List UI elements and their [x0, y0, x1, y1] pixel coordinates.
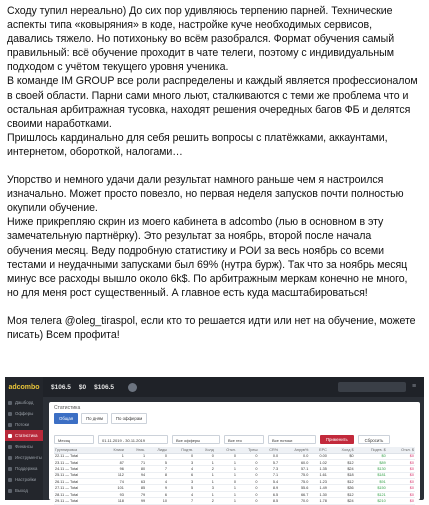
table-cell: 1 — [125, 453, 146, 459]
table-cell: 0 — [237, 459, 259, 465]
nav-icon — [8, 445, 12, 449]
column-header[interactable]: EPC — [309, 447, 328, 453]
sidebar-item[interactable] — [5, 463, 43, 474]
text-line: но для меня рост существенный. А главное есть куда масштабироваться! — [7, 286, 368, 299]
paragraph-3 — [7, 314, 423, 342]
search-input[interactable] — [338, 382, 406, 392]
table-cell: 0 — [237, 498, 259, 504]
table-cell: 0.00 — [309, 453, 328, 459]
sidebar-item[interactable] — [5, 397, 43, 408]
table-cell: 25.11 — Total — [54, 472, 102, 478]
column-header[interactable]: Клики — [102, 447, 125, 453]
table-cell: 0.0 — [259, 453, 280, 459]
table-cell: $0 — [328, 453, 355, 459]
table-cell: 0 — [237, 479, 259, 485]
text-line: Ниже прикрепляю скрин из моего кабинета в adcombo (лью в основном в эту — [7, 216, 384, 229]
nav-icon — [8, 467, 12, 471]
table-cell: 7 — [146, 466, 168, 472]
text-line: интернетом, обороткой, налогами… — [7, 145, 183, 158]
column-header[interactable]: Подтв. — [168, 447, 194, 453]
table-cell: 2 — [194, 466, 215, 472]
text-line: в своей области. Парни сами много льют, сталкиваются с теми же проблема что и — [7, 89, 409, 102]
table-cell: 5.4 — [259, 479, 280, 485]
table-cell: 1 — [215, 498, 237, 504]
table-cell: 7 — [168, 498, 194, 504]
text-line: своими наработками. — [7, 117, 112, 130]
stats-tab[interactable]: По офферам — [111, 413, 147, 424]
table-cell: 2 — [194, 498, 215, 504]
hold-value: $0 — [78, 383, 87, 391]
total-value: $106.5 — [94, 383, 115, 391]
table-cell: 6.5 — [259, 491, 280, 497]
table-cell: 1.23 — [309, 479, 328, 485]
table-cell: 75.0 — [279, 472, 309, 478]
table-cell: 79 — [125, 491, 146, 497]
table-cell: 0 — [194, 453, 215, 459]
table-cell: 26.11 — Total — [54, 479, 102, 485]
table-cell: 6 — [168, 472, 194, 478]
table-cell: 1 — [194, 479, 215, 485]
table-cell: 101 — [102, 485, 125, 491]
sidebar-item-label: Потоки — [15, 422, 29, 427]
table-cell: $0 — [387, 498, 415, 504]
table-cell: 8.9 — [259, 485, 280, 491]
sidebar-item[interactable] — [5, 430, 43, 441]
reset-button[interactable]: Сбросить — [358, 435, 391, 444]
sidebar-item-label: Финансы — [15, 444, 34, 449]
sidebar-item-label: Инструменты — [15, 455, 42, 460]
stats-panel — [49, 402, 420, 503]
menu-icon[interactable]: ≡ — [411, 383, 417, 390]
table-cell: $121 — [355, 491, 387, 497]
text-line: Упорство и немного удачи дали результат намного раньше чем я настроился — [7, 174, 384, 187]
table-cell: 23.11 — Total — [54, 459, 102, 465]
table-cell: $12 — [328, 491, 355, 497]
table-cell: 112 — [102, 472, 125, 478]
sidebar — [5, 397, 43, 500]
table-cell: 74 — [102, 479, 125, 485]
stream-select[interactable]: Все потоки — [268, 435, 316, 444]
sidebar-item[interactable] — [5, 408, 43, 419]
column-header[interactable]: Группировка — [54, 447, 102, 453]
offer-select[interactable]: Все офферы — [172, 435, 220, 444]
table-cell: 85 — [125, 485, 146, 491]
table-cell: 0.0 — [279, 453, 309, 459]
table-cell: $24 — [328, 498, 355, 504]
column-header[interactable]: Холд $ — [328, 447, 355, 453]
table-cell: 1 — [215, 491, 237, 497]
table-cell: 94 — [125, 472, 146, 478]
table-cell: 7.3 — [259, 466, 280, 472]
table-cell: 96 — [102, 466, 125, 472]
table-cell: 29.11 — Total — [54, 498, 102, 504]
table-cell: 1 — [215, 459, 237, 465]
text-line: Сходу тупил нереально) До сих пор удивляюсь терпению парней. Технические — [7, 5, 393, 17]
table-row[interactable] — [54, 498, 415, 504]
table-cell: 0 — [237, 466, 259, 472]
text-line: правильный: всё обучение проходит в чате телеги, поэтому с индивидуальным — [7, 47, 394, 60]
table-cell: 22.11 — Total — [54, 453, 102, 459]
balance-value: $106.5 — [51, 383, 71, 391]
group-select[interactable]: Месяц — [54, 435, 94, 444]
sidebar-item[interactable] — [5, 419, 43, 430]
nav-icon — [8, 423, 12, 427]
table-cell: 0 — [237, 453, 259, 459]
text-line: окупили обучение. — [7, 202, 98, 215]
stats-tab[interactable]: По дням — [81, 413, 108, 424]
text-line: Моя телега @oleg_tiraspol, если кто то решается идти или нет на обучение, можете — [7, 314, 416, 327]
table-cell: 70.0 — [279, 498, 309, 504]
text-line: тестами и неудачными запусками был 69% (нутра бурж). Так что за ноябрь месяц — [7, 258, 408, 271]
sidebar-item-label: Выход — [15, 488, 28, 493]
table-cell: 3 — [168, 459, 194, 465]
table-cell: 28.11 — Total — [54, 491, 102, 497]
table-cell: $181 — [355, 472, 387, 478]
table-cell: 1.02 — [309, 459, 328, 465]
paragraph-2 — [7, 173, 423, 300]
table-cell: 99 — [125, 498, 146, 504]
table-cell: 1 — [215, 466, 237, 472]
text-line: давались тяжело. Но потихоньку во всём разобрался. Формат обучения самый — [7, 33, 395, 46]
table-cell: $0 — [387, 479, 415, 485]
table-cell: 9 — [146, 485, 168, 491]
table-cell: 1.49 — [309, 485, 328, 491]
nav-icon — [8, 401, 12, 405]
column-header[interactable]: Холд — [194, 447, 215, 453]
avatar[interactable] — [128, 383, 137, 392]
sidebar-item[interactable] — [5, 452, 43, 463]
text-line: изначально. Может просто повезло, но первая неделя запусков почти полностью — [7, 188, 404, 201]
table-cell: 0 — [215, 453, 237, 459]
text-line: замечательную партнёрку). Это результат за ноябрь, второй после начала — [7, 230, 372, 243]
column-header[interactable]: Откл. $ — [387, 447, 415, 453]
post-text — [7, 4, 423, 356]
table-cell: 0 — [146, 453, 168, 459]
table-cell: 1 — [215, 472, 237, 478]
table-cell: 1 — [194, 472, 215, 478]
table-cell: $0 — [387, 453, 415, 459]
table-cell: 8.5 — [259, 498, 280, 504]
table-cell: 0 — [237, 472, 259, 478]
table-cell: $91 — [355, 479, 387, 485]
table-cell: 1 — [215, 485, 237, 491]
page-title: Статистика — [54, 405, 81, 411]
table-cell: 1.30 — [309, 491, 328, 497]
table-cell: 57.1 — [279, 466, 309, 472]
table-cell: $210 — [355, 498, 387, 504]
nav-icon — [8, 489, 12, 493]
table-cell: $0 — [387, 472, 415, 478]
table-cell: 1.78 — [309, 498, 328, 504]
table-cell: $0 — [355, 453, 387, 459]
table-cell: 93 — [102, 491, 125, 497]
table-cell: 5.7 — [259, 459, 280, 465]
table-cell: 1 — [194, 459, 215, 465]
paragraph-1 — [7, 4, 423, 159]
table-cell: $36 — [328, 485, 355, 491]
text-line: остальная арбитражная тусовка, находят решения очередных багов ФБ и делятся — [7, 103, 411, 116]
table-cell: 1.35 — [309, 466, 328, 472]
table-cell: $150 — [355, 485, 387, 491]
table-cell: $0 — [387, 491, 415, 497]
column-header[interactable]: Апрув% — [279, 447, 309, 453]
table-cell: 4 — [146, 479, 168, 485]
column-header[interactable]: Уник. — [125, 447, 146, 453]
stats-tab[interactable]: Общая — [54, 413, 78, 424]
table-cell: 5 — [146, 459, 168, 465]
period-picker[interactable]: 01.11.2019 - 30.11.2019 — [98, 435, 168, 444]
table-cell: 87 — [102, 459, 125, 465]
table-cell: 0 — [168, 453, 194, 459]
table-cell: $130 — [355, 466, 387, 472]
table-cell: 75.0 — [279, 479, 309, 485]
text-line: обучения месяц. Веду подробную статистику и РОИ за весь ноябрь со всеми — [7, 244, 385, 257]
column-header[interactable]: Треш — [237, 447, 259, 453]
table-cell: 0 — [215, 479, 237, 485]
nav-icon — [8, 456, 12, 460]
column-header[interactable]: CR% — [259, 447, 280, 453]
sidebar-item-label: Статистика — [15, 433, 38, 438]
column-header[interactable]: Лиды — [146, 447, 168, 453]
table-cell: 24.11 — Total — [54, 466, 102, 472]
table-cell: $89 — [355, 459, 387, 465]
table-cell: 7.1 — [259, 472, 280, 478]
table-cell: 63 — [125, 479, 146, 485]
column-header[interactable]: Откл. — [215, 447, 237, 453]
nav-icon — [8, 434, 12, 438]
table-cell: $12 — [328, 479, 355, 485]
table-cell: 6 — [146, 491, 168, 497]
table-cell: 27.11 — Total — [54, 485, 102, 491]
table-cell: 118 — [102, 498, 125, 504]
stats-tabs — [54, 413, 147, 424]
stats-table — [54, 447, 415, 505]
nav-icon — [8, 478, 12, 482]
sidebar-item-label: Поддержка — [15, 466, 38, 471]
table-cell: 80 — [125, 466, 146, 472]
text-line: аспекты типа «ковыряния» в коде, настройке куче необходимых сервисов, — [7, 19, 372, 32]
table-cell: 66.7 — [279, 491, 309, 497]
table-cell: 10 — [146, 498, 168, 504]
sidebar-item[interactable] — [5, 474, 43, 485]
text-line: подходом с учётом текущего уровня ученика. — [7, 61, 229, 74]
column-header[interactable]: Подтв. $ — [355, 447, 387, 453]
table-cell: 4 — [168, 491, 194, 497]
geo-select[interactable]: Все гео — [224, 435, 264, 444]
table-cell: 4 — [168, 466, 194, 472]
table-cell: $0 — [387, 485, 415, 491]
table-cell: 1.61 — [309, 472, 328, 478]
table-cell: $12 — [328, 459, 355, 465]
brand-logo[interactable]: adcombo — [5, 377, 43, 397]
sidebar-item-label: Дашборд — [15, 400, 34, 405]
table-cell: $18 — [328, 472, 355, 478]
sidebar-item-label: Настройки — [15, 477, 37, 482]
table-cell: 1 — [194, 491, 215, 497]
text-line: минус все расходы вышло около 6k$. По арбитражным меркам конечно не много, — [7, 272, 408, 285]
text-line: Пришлось кардинально для себя решить вопросы с платёжками, аккаунтами, — [7, 131, 388, 144]
table-cell: 8 — [146, 472, 168, 478]
table-cell: 3 — [168, 479, 194, 485]
nav-icon — [8, 412, 12, 416]
app-topbar — [5, 377, 424, 397]
apply-button[interactable]: Применить — [320, 435, 354, 444]
table-cell: 60.0 — [279, 459, 309, 465]
table-cell: $24 — [328, 466, 355, 472]
table-cell: $0 — [387, 466, 415, 472]
table-cell: 3 — [194, 485, 215, 491]
adcombo-screenshot — [5, 377, 424, 503]
table-cell: 1 — [102, 453, 125, 459]
filter-bar — [54, 426, 415, 444]
sidebar-item[interactable] — [5, 441, 43, 452]
sidebar-item[interactable] — [5, 485, 43, 496]
text-line: писать) Всем профита! — [7, 328, 120, 341]
table-cell: 0 — [237, 491, 259, 497]
sidebar-item-label: Офферы — [15, 411, 34, 416]
table-cell: 0 — [237, 485, 259, 491]
table-cell: 5 — [168, 485, 194, 491]
table-cell: $0 — [387, 459, 415, 465]
table-cell: 55.6 — [279, 485, 309, 491]
table-cell: 71 — [125, 459, 146, 465]
text-line: В команде IM GROUP все роли распределены и каждый является профессионалом — [7, 75, 418, 88]
